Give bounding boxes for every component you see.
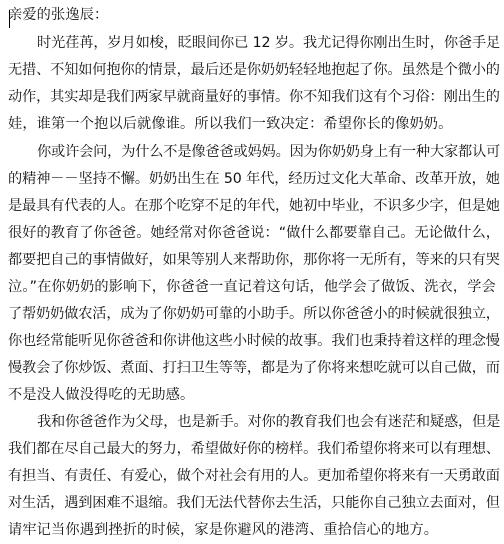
paragraph-2-line-7: 了帮奶奶做农活，成为了你奶奶可靠的小助手。所以你爸爸小的时候就很独立，: [8, 306, 500, 322]
paragraph-2-line-2: 的精神－－坚持不懈。奶奶出生在 50 年代，经历过文化大革命、改革开放，她: [8, 171, 500, 187]
paragraph-2-line-6: 泣。”在你奶奶的影响下，你爸爸一直记着这句话，他学会了做饭、洗衣，学会: [8, 279, 496, 295]
paragraph-2-line-8: 你也经常能听见你爸爸和你讲他这些小时候的故事。我们也秉持着这样的理念慢: [8, 333, 500, 349]
paragraph-3-line-1: 我和你爸爸作为父母，也是新手。对你的教育我们也会有迷茫和疑惑，但是: [37, 414, 501, 430]
paragraph-1-line-2: 无措、不知如何抱你的情景，最后还是你奶奶轻轻地抱起了你。虽然是个微小的: [8, 62, 500, 78]
paragraph-2-line-5: 都要把自己的事情做好，如果等别人来帮助你，那你将一无所有，等来的只有哭: [8, 252, 500, 268]
paragraph-3-line-3: 有担当、有责任、有爱心，做个对社会有用的人。更加希望你将来有一天勇敢面: [8, 468, 500, 484]
paragraph-2-line-4: 很好的教育了你爸爸。她经常对你爸爸说：“做什么都要靠自己。无论做什么，: [8, 225, 500, 241]
salutation: 亲爱的张逸辰：: [8, 7, 109, 23]
paragraph-2-line-1: 你或许会问，为什么不是像爸爸或妈妈。因为你奶奶身上有一种大家都认可: [37, 144, 501, 160]
paragraph-1-line-4: 娃，谁第一个抱以后就像谁。所以我们一致决定：希望你长的像奶奶。: [8, 116, 453, 132]
paragraph-1-line-1: 时光荏苒，岁月如梭，眨眼间你已 12 岁。我尤记得你刚出生时，你爸手足: [37, 35, 501, 51]
paragraph-3-line-4: 对生活，遇到困难不退缩。我们无法代替你去生活，只能你自己独立去面对，但: [8, 495, 500, 511]
paragraph-2-line-10: 不是没人做没得吃的无助感。: [8, 387, 195, 403]
paragraph-1-line-3: 动作，其实却是我们两家早就商量好的事情。你不知我们这有个习俗：刚出生的: [8, 89, 500, 105]
paragraph-2-line-3: 是最具有代表的人。在那个吃穿不足的年代，她初中毕业，不识多少字，但是她: [8, 198, 500, 214]
paragraph-2-line-9: 慢教会了你炒饭、煮面、打扫卫生等等，都是为了你将来想吃就可以自己做，而: [8, 360, 500, 376]
paragraph-3-line-5: 请牢记当你遇到挫折的时候，家是你避风的港湾、重拾信心的地方。: [8, 522, 439, 538]
paragraph-3-line-2: 我们都在尽自己最大的努力，希望做好你的榜样。我们希望你将来可以有理想、: [8, 441, 500, 457]
